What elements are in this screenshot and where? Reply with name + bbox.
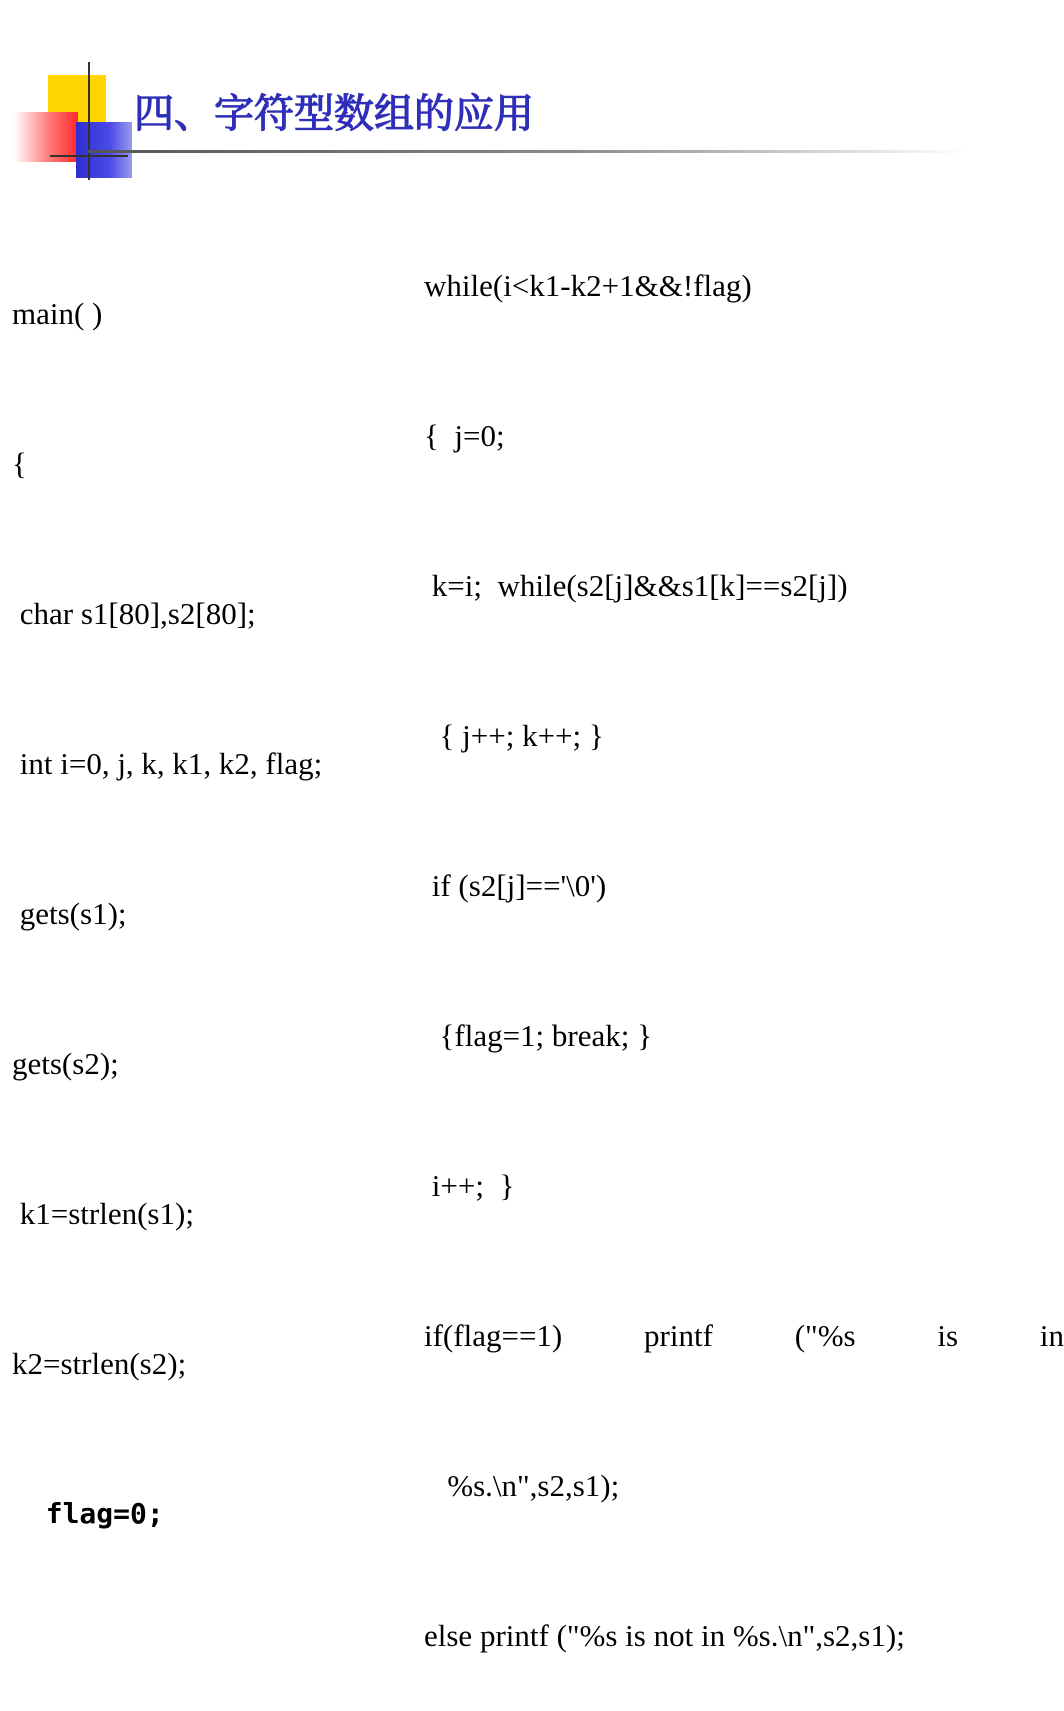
code-line: gets(s2); (12, 1046, 119, 1081)
code-line-flag-init (12, 1489, 322, 1539)
code-line: { j=0; (424, 418, 505, 453)
slide-title: 四、字符型数组的应用 (134, 91, 534, 137)
code-line: int i=0, j, k, k1, k2, flag; (12, 746, 323, 781)
code-line: if (s2[j]=='\0') (424, 868, 607, 903)
printf-token: in (1039, 1318, 1064, 1353)
code-line: k2=strlen(s2); (12, 1346, 187, 1381)
code-line: { j++; k++; } (424, 718, 604, 753)
code-line: while(i<k1-k2+1&&!flag) (424, 268, 752, 303)
code-line: char s1[80],s2[80]; (12, 596, 256, 631)
printf-token: printf (644, 1318, 713, 1353)
printf-token: is (937, 1318, 959, 1353)
right-code-block (424, 161, 1064, 1711)
printf-token: if(flag==1) (424, 1318, 563, 1353)
code-line: k1=strlen(s1); (12, 1196, 194, 1231)
code-line: k=i; while(s2[j]&&s1[k]==s2[j]) (424, 568, 848, 603)
logo-horizontal-line (50, 155, 128, 157)
printf-token: ("%s (794, 1318, 856, 1353)
code-line: i++; } (424, 1168, 515, 1203)
title-underline (88, 150, 968, 153)
flag-init-text: flag=0; (45, 1497, 164, 1530)
code-line-printf (424, 1311, 1064, 1361)
logo-vertical-line (88, 62, 90, 180)
code-line: %s.\n",s2,s1); (424, 1468, 620, 1503)
code-line: { (12, 446, 27, 481)
code-line: main( ) (12, 296, 103, 331)
left-code-block (12, 189, 322, 1589)
code-line: {flag=1; break; } (424, 1018, 653, 1053)
code-line: gets(s1); (12, 896, 127, 931)
code-line: else printf ("%s is not in %s.\n",s2,s1); (424, 1618, 905, 1653)
